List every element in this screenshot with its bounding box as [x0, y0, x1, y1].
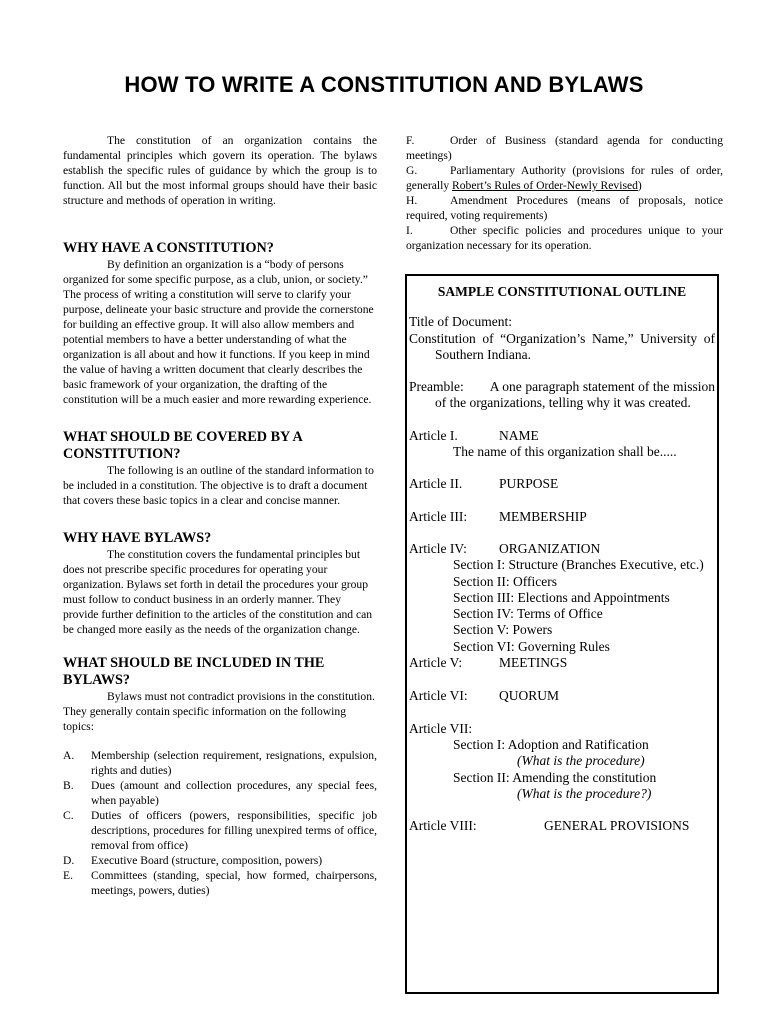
article-5: Article V: MEETINGS	[409, 655, 568, 671]
article-1-detail: The name of this organization shall be.....	[453, 444, 677, 460]
left-column	[63, 133, 377, 898]
list-item: E. Committees (standing, special, how formed, chairpersons, meetings, powers, duties)	[63, 869, 377, 897]
article-7-section-1: Section I: Adoption and Ratification	[453, 736, 649, 752]
heading-why-bylaws: WHY HAVE BYLAWS?	[63, 530, 212, 546]
right-column	[406, 133, 723, 253]
body-what-included: Bylaws must not contradict provisions in the constitution. They generally contain specific information on the following topics:	[63, 690, 375, 733]
article-1: Article I. NAME	[409, 427, 539, 443]
list-item: F. Order of Business (standard agenda for conducting meetings)	[406, 134, 723, 162]
body-why-constitution: By definition an organization is a “body of persons organized for some specific purpose, as a club, union, or society.” The process of writing a constitution will serve to clarify your purpose, delineate your basic structure and provide the cornerstone for building an effective group. It will also allow members and potential members to have a better understanding of what the organization is all about and how it functions. If you keep in mind the value of having a written document that clearly describes the basic framework of your organization, the drafting of the constitution will be a much easier and more rewarding experience.	[63, 258, 374, 406]
article-4-section: Section VI: Governing Rules	[453, 638, 610, 654]
body-what-covered: The following is an outline of the standard information to be included in a constitution. The objective is to draft a document that covers these basic topics in a clear and concise manner.	[63, 464, 374, 507]
article-7-section-1-note: (What is the procedure)	[517, 753, 645, 769]
heading-why-constitution: WHY HAVE A CONSTITUTION?	[63, 240, 274, 256]
list-item: D. Executive Board (structure, composition, powers)	[63, 854, 323, 867]
list-item: I. Other specific policies and procedures unique to your organization necessary for its operation.	[406, 224, 723, 252]
article-7-section-2: Section II: Amending the constitution	[453, 769, 657, 785]
doc-title-value: Constitution of “Organization’s Name,” University of Southern Indiana.	[409, 330, 715, 362]
page-title: HOW TO WRITE A CONSTITUTION AND BYLAWS	[124, 72, 644, 97]
article-4-section: Section II: Officers	[453, 573, 557, 589]
bylaws-topics-list	[63, 748, 377, 898]
article-3: Article III: MEMBERSHIP	[409, 508, 587, 524]
list-item: C. Duties of officers (powers, responsibilities, specific job descriptions, procedures for filling unexpired terms of office, removal from office)	[63, 809, 377, 852]
roberts-rules-reference: Robert’s Rules of Order-Newly Revised	[452, 179, 638, 192]
intro-paragraph: The constitution of an organization contains the fundamental principles which govern its operation. The bylaws establish the specific rules of guidance by which the group is to function. All but the most informal groups should have their basic structure and methods of operation in writing.	[63, 134, 377, 207]
article-4-section: Section III: Elections and Appointments	[453, 589, 670, 605]
article-4-section: Section I: Structure (Branches Executive, etc.)	[453, 557, 704, 573]
doc-title-label: Title of Document:	[409, 314, 512, 330]
list-item: H. Amendment Procedures (means of proposals, notice required, voting requirements)	[406, 194, 723, 222]
article-6: Article VI: QUORUM	[409, 688, 560, 704]
list-item: G. Parliamentary Authority (provisions for rules of order, generally Robert’s Rules of Order-Newly Revised)	[406, 164, 723, 192]
article-2: Article II. PURPOSE	[409, 476, 559, 492]
article-7-label: Article VII:	[409, 720, 473, 736]
body-why-bylaws: The constitution covers the fundamental principles but does not prescribe specific procedures for operating your organization. Bylaws set forth in detail the procedures your group must follow to conduct business in an orderly manner. They provide further definition to the articles of the constitution and can be changed more easily as the needs of the organization change.	[63, 548, 373, 636]
sample-outline-box	[405, 274, 719, 994]
article-8: Article VIII: GENERAL PROVISIONS	[409, 818, 690, 834]
list-item: B. Dues (amount and collection procedures, any special fees, when payable)	[63, 779, 377, 807]
preamble: Preamble: A one paragraph statement of the mission of the organizations, telling why it was created.	[409, 379, 715, 411]
list-item: A. Membership (selection requirement, resignations, expulsion, rights and duties)	[63, 749, 377, 777]
article-4-section: Section IV: Terms of Office	[453, 606, 603, 622]
heading-what-included: WHAT SHOULD BE INCLUDED IN THE BYLAWS?	[63, 655, 325, 688]
heading-what-covered: WHAT SHOULD BE COVERED BY A CONSTITUTION?	[63, 429, 303, 462]
article-4-section: Section V: Powers	[453, 622, 553, 638]
article-7-section-2-note: (What is the procedure?)	[517, 785, 652, 801]
article-4: Article IV: ORGANIZATION	[409, 540, 601, 556]
outline-heading: SAMPLE CONSTITUTIONAL OUTLINE	[437, 284, 687, 299]
